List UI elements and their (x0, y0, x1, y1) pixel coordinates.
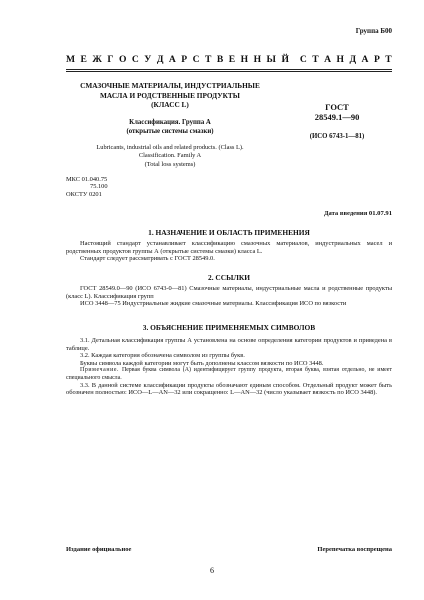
banner-letter: О (118, 54, 127, 65)
paragraph: Настоящий стандарт устанавливает классификацию смазочных материалов, индустриальных масел и родственных продуктов группы А (открытые системы смазки) класса L. (66, 240, 392, 255)
section-heading: 2. ССЫЛКИ (208, 273, 250, 282)
subtitle-line: (открытые системы смазки) (126, 127, 214, 135)
section-2-body (66, 285, 392, 308)
banner-letter: У (144, 54, 152, 65)
mks-label: МКС (66, 176, 81, 183)
banner-letter: Р (181, 54, 188, 65)
banner-letter: В (216, 54, 224, 65)
iso-equivalent: (ИСО 6743-1—81) (309, 133, 365, 140)
header-rule-top (66, 69, 392, 70)
english-line: Classification. Family A (138, 152, 202, 160)
banner-letter: А (168, 54, 176, 65)
subtitle-line: Классификация. Группа А (129, 119, 211, 126)
section-3-body (66, 337, 392, 397)
english-title (66, 144, 274, 169)
note-text: Первая буква символа (А) идентифицирует группу продукта, вторая буква, взятая отдельно, не имеет специального смысла. (66, 367, 392, 381)
paragraph: Стандарт следует рассматривать с ГОСТ 28549.0. (80, 255, 215, 263)
mks-code: 01.040.75 (81, 176, 108, 183)
paragraph: 3.1. Детальная классификация группы А установлена на основе определения категории продуктов и приведена в таблице. (66, 337, 392, 352)
official-edition-label: Издание официальное (66, 546, 132, 553)
standard-banner (66, 54, 392, 65)
okstu-code: ОКСТУ 0201 (66, 190, 102, 198)
banner-letter: Т (312, 54, 319, 65)
banner-letter: Ж (92, 54, 102, 65)
banner-letter: Р (373, 54, 380, 65)
section-1-body (66, 240, 392, 263)
paragraph: 3.3. В данной системе классификации продукты обозначают единым способом. Отдельный продукт может быть обозначен полностью: ИСО—L—AN—32 или сокращенно: L—AN—32 (число указывает вязкость по ИСО 3448). (66, 381, 392, 397)
banner-letter: Т (385, 54, 392, 65)
group-code: Группа Б00 (355, 27, 392, 35)
classification-subtitle (66, 119, 274, 136)
english-line: Lubricants, industrial oils and related products. (Class L). (96, 144, 244, 151)
banner-letter: Н (240, 54, 249, 65)
english-line: (Total loss systems) (144, 160, 196, 168)
gost-label: ГОСТ (325, 102, 349, 112)
banner-letter: Д (156, 54, 164, 65)
banner-letter: С (299, 54, 307, 65)
mks-code-line (66, 176, 108, 183)
section-heading: 3. ОБЪЯСНЕНИЕ ПРИМЕНЯЕМЫХ СИМВОЛОВ (142, 323, 316, 332)
gost-designation (281, 102, 393, 122)
title-line: МАСЛА И РОДСТВЕННЫЕ ПРОДУКТЫ (100, 90, 240, 100)
banner-letter: А (361, 54, 369, 65)
effective-date: Дата введения 01.07.91 (323, 210, 392, 217)
page-number: 6 (210, 566, 214, 575)
paragraph: ИСО 3448—75 Индустриальные жидкие смазочные материалы. Классификация ИСО по вязкости (80, 300, 347, 308)
banner-letter: Ы (266, 54, 276, 65)
section-heading: 1. НАЗНАЧЕНИЕ И ОБЛАСТЬ ПРИМЕНЕНИЯ (148, 228, 310, 237)
header-rule-bottom (66, 71, 392, 72)
title-line: (КЛАСС L) (151, 100, 189, 109)
standard-title (66, 81, 274, 110)
reprint-prohibited-label: Перепечатка воспрещена (317, 546, 392, 553)
banner-letter: М (66, 54, 76, 65)
banner-letter: С (131, 54, 139, 65)
banner-letter: Т (205, 54, 212, 65)
banner-letter: Г (107, 54, 114, 65)
mks-code: 75.100 (90, 183, 108, 191)
classification-codes (66, 176, 108, 198)
gost-number: 28549.1—90 (314, 112, 360, 122)
banner-letter: С (192, 54, 200, 65)
title-line: СМАЗОЧНЫЕ МАТЕРИАЛЫ, ИНДУСТРИАЛЬНЫЕ (80, 81, 260, 90)
paragraph: ГОСТ 28549.0—90 (ИСО 6743-0—81) Смазочные материалы, индустриальные масла и родственные продукты (класс L). Классификация групп (66, 285, 392, 300)
banner-letter: Н (336, 54, 344, 65)
note-label: Примечание. (80, 367, 120, 374)
banner-letter: Й (281, 54, 289, 65)
banner-letter: Н (253, 54, 262, 65)
paragraph: Буквы символа каждой категории могут быть дополнены классом вязкости по ИСО 3448. (80, 359, 324, 367)
banner-letter: Д (349, 54, 357, 65)
banner-letter: А (324, 54, 332, 65)
banner-letter: Е (228, 54, 236, 65)
paragraph: 3.2. Каждая категория обозначена символом из группы букв. (80, 352, 245, 360)
banner-letter: Е (80, 54, 87, 65)
note-paragraph (66, 367, 392, 381)
